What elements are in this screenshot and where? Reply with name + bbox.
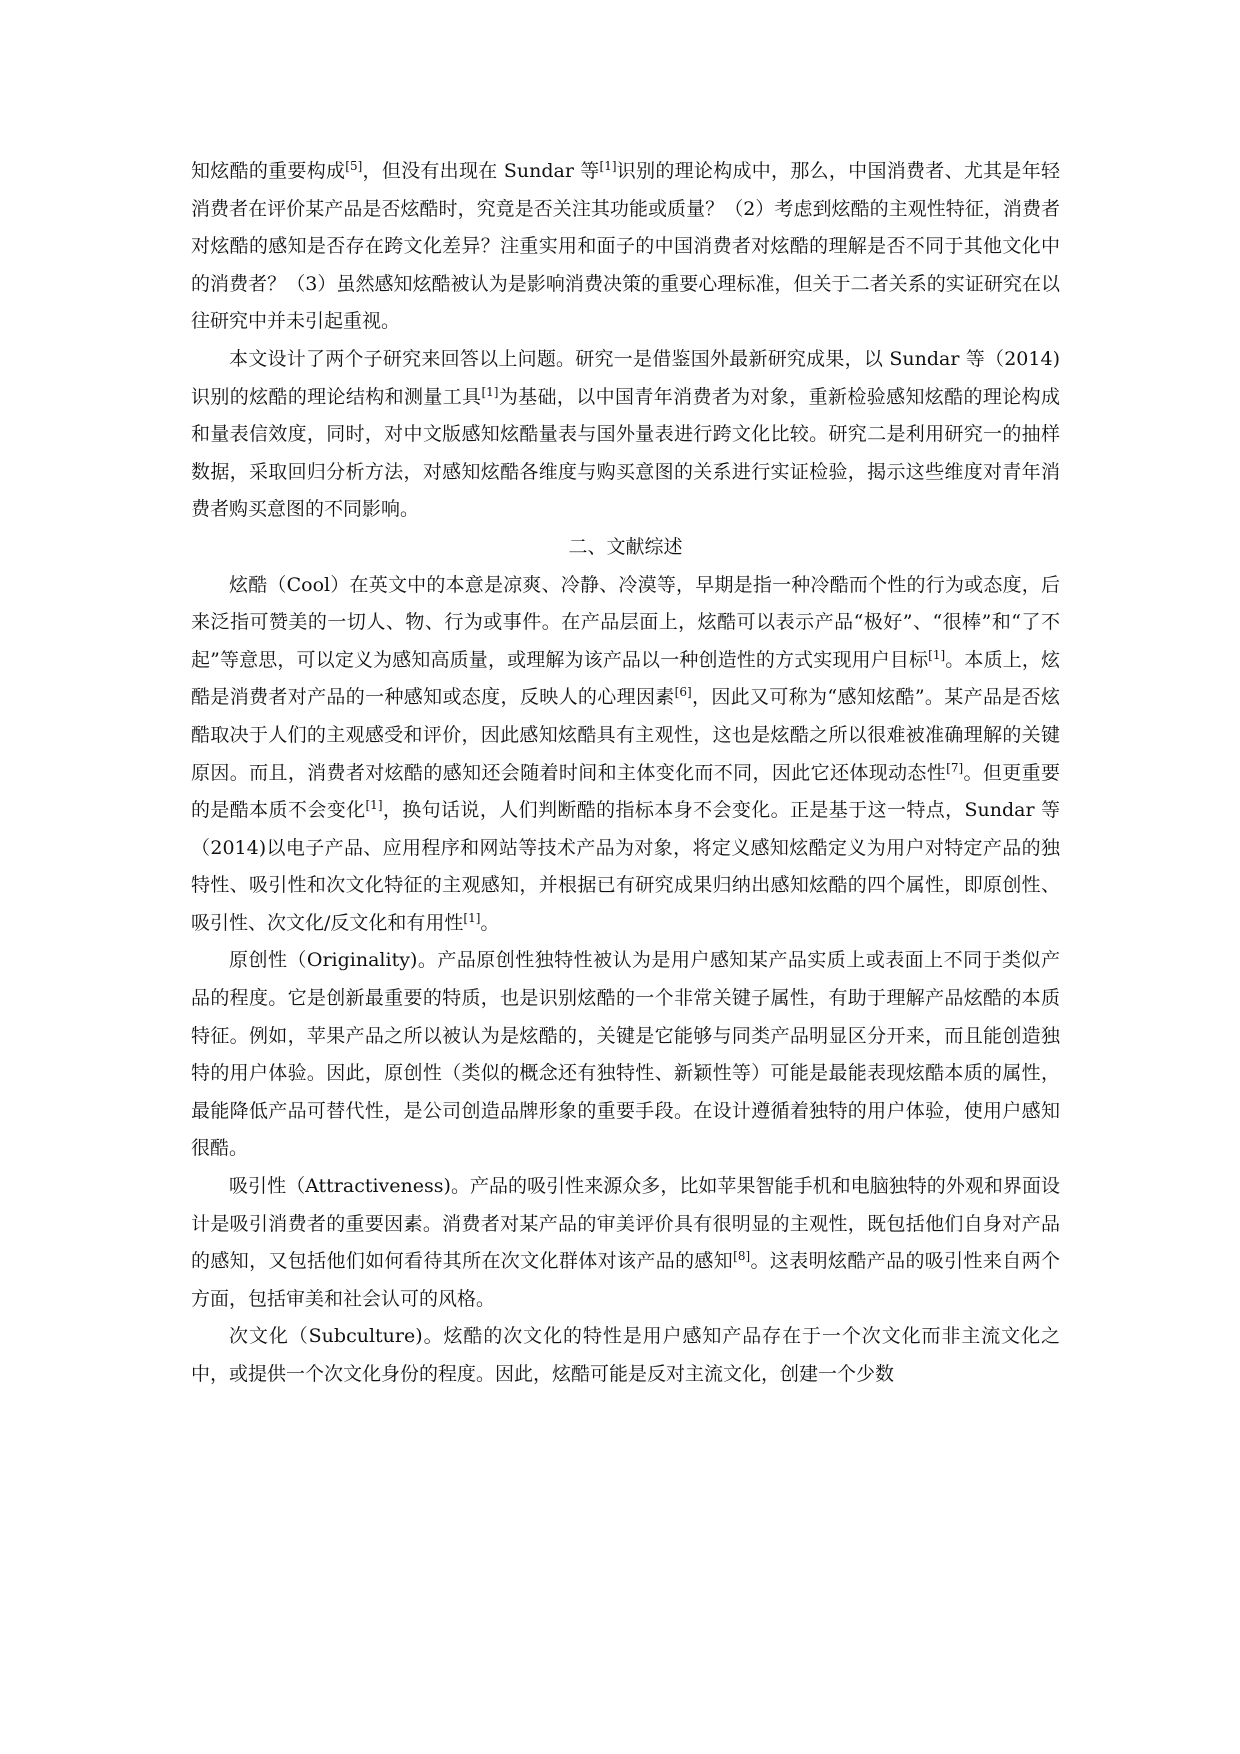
- citation: [1]: [463, 910, 481, 925]
- text: 次文化（Subculture)。炫酷的次文化的特性是用户感知产品存在于一个次文化而非主流文化之中，或提供一个次文化身份的程度。因此，炫酷可能是反对主流文化，创建一个少数: [191, 1325, 1060, 1385]
- citation: [1]: [928, 647, 946, 662]
- citation: [1]: [365, 798, 383, 813]
- text: 吸引性（Attractiveness)。产品的吸引性来源众多，比如苹果智能手机和电脑独特的外观和界面设计是吸引消费者的重要因素。消费者对某产品的审美评价具有很明显的主观性，既包括他们自身对产品的感知，又包括他们如何看待其所在次文化群体对该产品的感知: [191, 1175, 1060, 1273]
- text: 。本质上，炫酷是消费者对产品的一种感知或态度，反映人的心理因素: [191, 648, 1060, 709]
- text: 。这表明炫酷产品的吸引性来自两个方面，包括审美和社会认可的风格。: [191, 1250, 1060, 1310]
- text: ，但没有出现在 Sundar 等: [362, 160, 600, 182]
- citation: [8]: [733, 1249, 751, 1264]
- paragraph-attractiveness: [191, 1168, 1060, 1318]
- paragraph-cool-definition: [191, 567, 1060, 943]
- paragraph-continued: [191, 153, 1060, 341]
- text: 识别的理论构成中，那么，中国消费者、尤其是年轻消费者在评价某产品是否炫酷时，究竟是否关注其功能或质量？（2）考虑到炫酷的主观性特征，消费者对炫酷的感知是否存在跨文化差异？注重实用和面子的中国消费者对炫酷的理解是否不同于其他文化中的消费者？（3）虽然感知炫酷被认为是影响消费决策的重要心理标准，但关于二者关系的实证研究在以往研究中并未引起重视。: [191, 160, 1060, 333]
- paragraph-study-design: [191, 341, 1060, 529]
- text: 本文设计了两个子研究来回答以上问题。研究一是借鉴国外最新研究成果，以 Sundar 等（2014)识别的炫酷的理论结构和测量工具: [191, 347, 1060, 408]
- citation: [5]: [345, 159, 363, 173]
- section-heading: 二、文献综述: [568, 535, 683, 558]
- citation: [1]: [599, 159, 617, 173]
- paragraph-subculture: [191, 1318, 1060, 1393]
- text: 。但更重要的是酷本质不会变化: [191, 761, 1060, 822]
- citation: [1]: [481, 384, 499, 399]
- text: 炫酷（Cool）在英文中的本意是凉爽、冷静、冷漠等，早期是指一种冷酷而个性的行为或态度，后来泛指可赞美的一切人、物、行为或事件。在产品层面上，炫酷可以表示产品“极好”、“很棒”和“了不起”等意思，可以定义为感知高质量，或理解为该产品以一种创造性的方式实现用户目标: [191, 573, 1060, 671]
- paragraph-originality: [191, 942, 1060, 1168]
- text: ，因此又可称为“感知炫酷”。某产品是否炫酷取决于人们的主观感受和评价，因此感知炫酷具有主观性，这也是炫酷之所以很难被准确理解的关键原因。而且，消费者对炫酷的感知还会随着时间和主体变化而不同，因此它还体现动态性: [191, 686, 1060, 784]
- text: 。: [480, 911, 500, 934]
- text: ，换句话说，人们判断酷的指标本身不会变化。正是基于这一特点，Sundar 等（2014)以电子产品、应用程序和网站等技术产品为对象，将定义感知炫酷定义为用户对特定产品的独特性、吸引性和次文化特征的主观感知，并根据已有研究成果归纳出感知炫酷的四个属性，即原创性、吸引性、次文化/反文化和有用性: [191, 799, 1060, 934]
- text: 原创性（Originality)。产品原创性独特性被认为是用户感知某产品实质上或表面上不同于类似产品的程度。它是创新最重要的特质，也是识别炫酷的一个非常关键子属性，有助于理解产品炫酷的本质特征。例如，苹果产品之所以被认为是炫酷的，关键是它能够与同类产品明显区分开来，而且能创造独特的用户体验。因此，原创性（类似的概念还有独特性、新颖性等）可能是最能表现炫酷本质的属性，最能降低产品可替代性，是公司创造品牌形象的重要手段。在设计遵循着独特的用户体验，使用户感知很酷。: [191, 949, 1060, 1160]
- citation: [6]: [674, 685, 692, 700]
- text: 知炫酷的重要构成: [191, 160, 346, 182]
- paper-page: [191, 153, 1060, 1394]
- text: 为基础，以中国青年消费者为对象，重新检验感知炫酷的理论构成和量表信效度，同时，对中文版感知炫酷量表与国外量表进行跨文化比较。研究二是利用研究一的抽样数据，采取回归分析方法，对感知炫酷各维度与购买意图的关系进行实证检验，揭示这些维度对青年消费者购买意图的不同影响。: [191, 385, 1060, 521]
- citation: [7]: [946, 760, 964, 775]
